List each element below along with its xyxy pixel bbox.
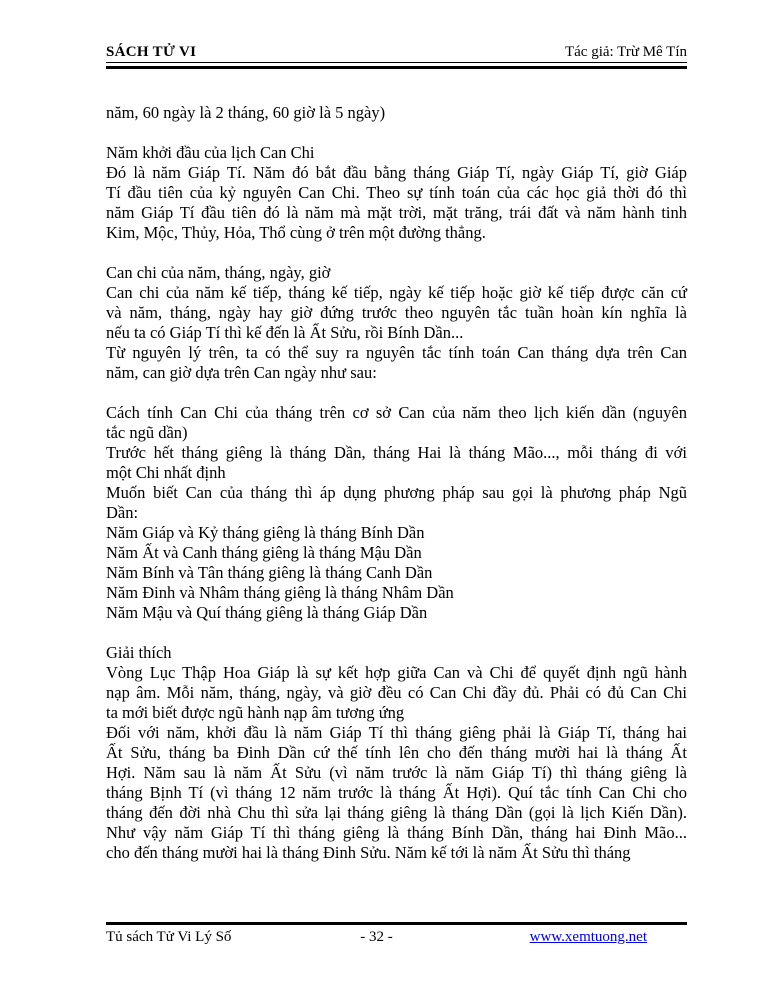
paragraph-block <box>106 403 687 623</box>
text-line: Trước hết tháng giêng là tháng Dần, tháng Hai là tháng Mão..., mỗi tháng đi với <box>106 443 687 462</box>
paragraph-block <box>106 643 687 863</box>
text-line: Năm Bính và Tân tháng giêng là tháng Canh Dần <box>106 563 433 582</box>
footer-page-number: - 32 - <box>360 929 393 945</box>
text-line: nạp âm. Mỗi năm, tháng, ngày, và giờ đều có Can Chi đầy đủ. Phải có đủ Can Chi <box>106 683 687 702</box>
text-line: Can chi của năm kế tiếp, tháng kế tiếp, ngày kế tiếp hoặc giờ kế tiếp được căn cứ <box>106 283 687 302</box>
footer-series-title: Tủ sách Tử Vi Lý Số <box>106 929 232 945</box>
text-line: Năm Ất và Canh tháng giêng là tháng Mậu Dần <box>106 543 422 562</box>
text-line: năm Giáp Tí đầu tiên đó là năm mà mặt trời, mặt trăng, trái đất và năm hành tinh <box>106 203 687 222</box>
website-link[interactable]: www.xemtuong.net <box>529 929 647 945</box>
body-text <box>106 103 687 863</box>
text-line: Can chi của năm, tháng, ngày, giờ <box>106 263 331 282</box>
text-line: cho đến tháng mười hai là tháng Đinh Sửu. Năm kế tới là năm Ất Sửu thì tháng <box>106 843 631 862</box>
footer-rule <box>106 922 687 925</box>
paragraph-block <box>106 103 687 123</box>
text-line: Năm khởi đầu của lịch Can Chi <box>106 143 315 162</box>
paragraph-block <box>106 143 687 243</box>
text-line: Năm Giáp và Kỷ tháng giêng là tháng Bính Dần <box>106 523 425 542</box>
author-label: Tác giả: Trừ Mê Tín <box>564 44 687 60</box>
text-line: Giải thích <box>106 643 172 662</box>
footer-website-cell <box>393 928 687 946</box>
text-line: Từ nguyên lý trên, ta có thể suy ra nguyên tắc tính toán Can tháng dựa trên Can <box>106 343 687 362</box>
text-line: ta mới biết được ngũ hành nạp âm tương ứng <box>106 703 405 722</box>
text-line: Muốn biết Can của tháng thì áp dụng phương pháp sau gọi là phương pháp Ngũ <box>106 483 687 502</box>
text-line: năm, can giờ dựa trên Can ngày như sau: <box>106 363 377 382</box>
text-line: nếu ta có Giáp Tí thì kế đến là Ất Sửu, rồi Bính Dần... <box>106 323 464 342</box>
header-rule-thick <box>106 66 687 69</box>
text-line: Ất Sửu, tháng ba Đinh Dần cứ thế tính lên cho đến tháng mười hai là tháng Ất <box>106 743 687 762</box>
text-line: năm, 60 ngày là 2 tháng, 60 giờ là 5 ngày) <box>106 103 386 122</box>
text-line: tháng Bịnh Tí (vì tháng 12 năm trước là tháng Ất Hợi). Quí tắc tính Can Chi cho <box>106 783 687 802</box>
text-line: một Chi nhất định <box>106 463 226 482</box>
book-title: SÁCH TỬ VI <box>106 44 197 60</box>
text-line: Tí đầu tiên của kỷ nguyên Can Chi. Theo sự tính toán của các học giả thời đó thì <box>106 183 687 202</box>
paragraph-block <box>106 263 687 383</box>
text-line: tắc ngũ dần) <box>106 423 188 442</box>
text-line: Vòng Lục Thập Hoa Giáp là sự kết hợp giữa Can và Chi để quyết định ngũ hành <box>106 663 687 682</box>
page-header <box>106 44 687 61</box>
text-line: Cách tính Can Chi của tháng trên cơ sở Can của năm theo lịch kiến dần (nguyên <box>106 403 687 422</box>
text-line: Năm Đinh và Nhâm tháng giêng là tháng Nhâm Dần <box>106 583 454 602</box>
text-line: Đối với năm, khởi đầu là năm Giáp Tí thì tháng giêng phải là Giáp Tí, tháng hai <box>106 723 687 742</box>
header-rule-thin <box>106 62 687 63</box>
text-line: Hợi. Năm sau là năm Ất Sửu (vì năm trước là năm Giáp Tí) thì tháng giêng là <box>106 763 687 782</box>
text-line: tháng đến đời nhà Chu thì sửa lại tháng giêng là tháng Dần (gọi là lịch Kiến Dần). <box>106 803 687 822</box>
page-footer <box>106 928 687 946</box>
text-line: Như vậy năm Giáp Tí thì tháng giêng là tháng Bính Dần, tháng hai Đinh Mão... <box>106 823 687 842</box>
text-line: Dần: <box>106 503 139 522</box>
text-line: Kim, Mộc, Thủy, Hỏa, Thổ cùng ở trên một đường thẳng. <box>106 223 486 242</box>
text-line: Năm Mậu và Quí tháng giêng là tháng Giáp Dần <box>106 603 428 622</box>
text-line: Đó là năm Giáp Tí. Năm đó bắt đầu bằng tháng Giáp Tí, ngày Giáp Tí, giờ Giáp <box>106 163 687 182</box>
text-line: và năm, tháng, ngày hay giờ đứng trước theo nguyên tắc tuần hoàn kín nghĩa là <box>106 303 687 322</box>
